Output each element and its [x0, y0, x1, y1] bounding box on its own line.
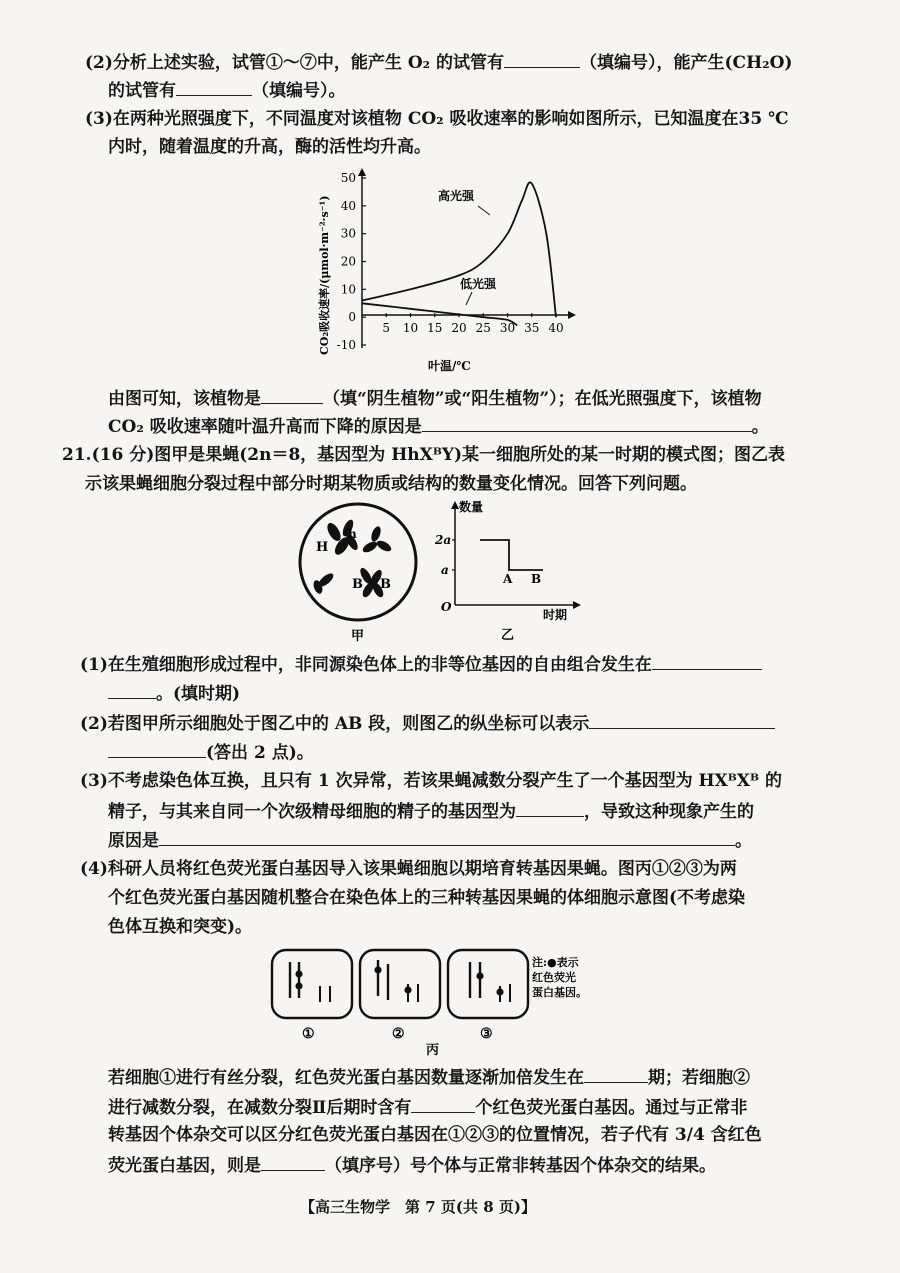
figure-bing-cells — [268, 946, 608, 1058]
q20-part3-line2: 内时，随着温度的升高，酶的活性均升高。 — [108, 137, 431, 157]
yi-ylabel: 数量 — [459, 500, 484, 514]
y-tick-label: 40 — [340, 198, 356, 213]
answer-blank[interactable] — [422, 414, 752, 432]
q21-part4-line2: 个红色荧光蛋白基因随机整合在染色体上的三种转基因果蝇的体细胞示意图(不考虑染 — [108, 888, 746, 908]
q21-part3-line3: 原因是 。 — [108, 828, 752, 852]
figure-jia-cell — [296, 502, 420, 646]
x-tick-label: 40 — [548, 321, 564, 336]
answer-blank[interactable] — [411, 1095, 475, 1113]
yi-xlabel: 时期 — [543, 608, 568, 622]
yi-point-A: A — [503, 572, 513, 586]
yi-y-arrow — [451, 501, 459, 509]
answer-blank[interactable] — [159, 828, 735, 846]
q20-answer-line1: 由图可知，该植物是 （填“阴生植物”或“阳生植物”）；在低光照强度下，该植物 — [108, 386, 762, 410]
cell-3-gene-dot-1 — [476, 972, 483, 979]
cell-2-label: ② — [392, 1026, 405, 1042]
chromosome-group-right — [361, 525, 393, 554]
yi-origin: O — [441, 600, 452, 614]
answer-blank[interactable] — [652, 652, 762, 670]
cell-1-gene-dot-1 — [295, 970, 302, 977]
x-tick-label: 20 — [451, 321, 467, 336]
q20-part3-line1: (3)在两种光照强度下，不同温度对该植物 CO₂ 吸收速率的影响如图所示，已知温度在35 ℃ — [85, 109, 789, 129]
cell-1-frame — [272, 950, 352, 1018]
yi-x-arrow — [573, 601, 581, 609]
answer-blank[interactable] — [261, 1153, 325, 1171]
gene-label-H: H — [316, 540, 329, 555]
chart-xlabel: 叶温/℃ — [428, 359, 471, 373]
cell-2-frame — [360, 950, 440, 1018]
y-tick-label: 0 — [348, 310, 356, 325]
y-tick-label: 20 — [340, 254, 356, 269]
y-tick-label: 30 — [340, 226, 356, 241]
q20-part2-line2: 的试管有 （填编号）。 — [108, 78, 346, 102]
answer-blank[interactable] — [108, 740, 206, 758]
x-tick-label: 5 — [382, 321, 391, 336]
q21-final-line1: 若细胞①进行有丝分裂，红色荧光蛋白基因数量逐渐加倍发生在 期；若细胞② — [108, 1065, 750, 1089]
q21-part3-line1: (3)不考虑染色体互换，且只有 1 次异常，若该果蝇减数分裂产生了一个基因型为 HXᴮXᴮ 的 — [80, 771, 782, 791]
cell-1-gene-dot-2 — [295, 982, 302, 989]
answer-blank[interactable] — [584, 1065, 648, 1083]
x-tick-label: 30 — [499, 321, 516, 336]
yi-step-line — [480, 540, 543, 570]
figure-jia-label: 甲 — [351, 629, 365, 644]
answer-blank[interactable] — [589, 711, 775, 729]
x-tick-label: 35 — [524, 321, 540, 336]
answer-blank[interactable] — [176, 78, 252, 96]
cell-2-gene-dot-1 — [374, 966, 381, 973]
figure-yi-graph — [425, 497, 590, 647]
q21-final-line3: 转基因个体杂交可以区分红色荧光蛋白基因在①②③的位置情况，若子代有 3/4 含红色 — [108, 1125, 762, 1145]
series-label-high-light: 高光强 — [438, 189, 475, 203]
q20-answer-line2: CO₂ 吸收速率随叶温升高而下降的原因是 。 — [108, 414, 769, 438]
cell-3-frame — [448, 950, 528, 1018]
cell-1-label: ① — [302, 1026, 315, 1042]
q21-header-line2: 示该果蝇细胞分裂过程中部分时期某物质或结构的数量变化情况。回答下列问题。 — [85, 474, 697, 494]
cell-3-label: ③ — [480, 1026, 493, 1042]
yi-tick-a: a — [441, 563, 449, 577]
chart-ylabel: CO₂吸收速率/(μmol·m⁻²·s⁻¹) — [318, 195, 331, 355]
co2-chart — [300, 160, 600, 375]
q21-part4-line3: 色体互换和突变)。 — [108, 917, 253, 937]
q21-final-line4: 荧光蛋白基因，则是 （填序号）号个体与正常非转基因个体杂交的结果。 — [108, 1153, 716, 1177]
y-tick-label: 10 — [340, 282, 356, 297]
answer-blank[interactable] — [516, 799, 584, 817]
legend-note-line1: 注:●表示 — [532, 956, 579, 969]
gene-label-B-right: B — [380, 577, 391, 592]
figure-yi-label: 乙 — [501, 628, 515, 643]
q20-part2-line1: (2)分析上述实验，试管①～⑦中，能产生 O₂ 的试管有 （填编号），能产生(CH₂O) — [85, 50, 792, 74]
y-tick-label: 50 — [340, 171, 356, 185]
figure-bing-label: 丙 — [426, 1043, 440, 1058]
yi-point-B: B — [531, 572, 542, 586]
gene-label-B-left: B — [352, 577, 363, 592]
q21-part4-line1: (4)科研人员将红色荧光蛋白基因导入该果蝇细胞以期培育转基因果蝇。图丙①②③为两 — [80, 859, 737, 879]
q21-part1-line1: (1)在生殖细胞形成过程中，非同源染色体上的非等位基因的自由组合发生在 — [80, 652, 762, 676]
legend-note-line2: 红色荧光 — [532, 971, 576, 984]
x-tick-label: 10 — [402, 321, 419, 336]
answer-blank[interactable] — [108, 681, 156, 699]
q21-part3-line2: 精子，与其来自同一个次级精母细胞的精子的基因型为 ，导致这种现象产生的 — [108, 799, 754, 823]
series-leader-low — [466, 292, 472, 305]
cell-outline — [300, 504, 416, 620]
chromosome-group-left-bottom — [312, 571, 336, 595]
q21-part2-line1: (2)若图甲所示细胞处于图乙中的 AB 段，则图乙的纵坐标可以表示 — [80, 711, 775, 735]
gene-label-h: h — [348, 527, 357, 541]
series-label-low-light: 低光强 — [460, 277, 497, 291]
x-tick-label: 15 — [427, 321, 443, 336]
q21-final-line2: 进行减数分裂，在减数分裂Ⅱ后期时含有 个红色荧光蛋白基因。通过与正常非 — [108, 1095, 747, 1119]
yi-tick-2a: 2a — [435, 533, 452, 547]
legend-note-line3: 蛋白基因。 — [532, 986, 587, 999]
cell-3-gene-dot-2 — [496, 988, 503, 995]
chart-x-arrow — [568, 311, 576, 319]
q21-header-line1: 21.(16 分)图甲是果蝇(2n＝8，基因型为 HhXᴮY)某一细胞所处的某一时期的模式图；图乙表 — [62, 445, 786, 465]
cell-2-gene-dot-2 — [404, 986, 411, 993]
q21-part1-line2: 。(填时期) — [108, 681, 240, 705]
answer-blank[interactable] — [261, 386, 323, 404]
page-footer: 【高三生物学 第 7 页(共 8 页)】 — [300, 1198, 536, 1216]
y-tick-label: -10 — [336, 338, 356, 352]
answer-blank[interactable] — [504, 50, 580, 68]
q21-part2-line2: (答出 2 点)。 — [108, 740, 314, 764]
series-leader-high — [478, 206, 490, 215]
x-tick-label: 25 — [475, 321, 491, 336]
chart-y-arrow — [358, 168, 366, 176]
